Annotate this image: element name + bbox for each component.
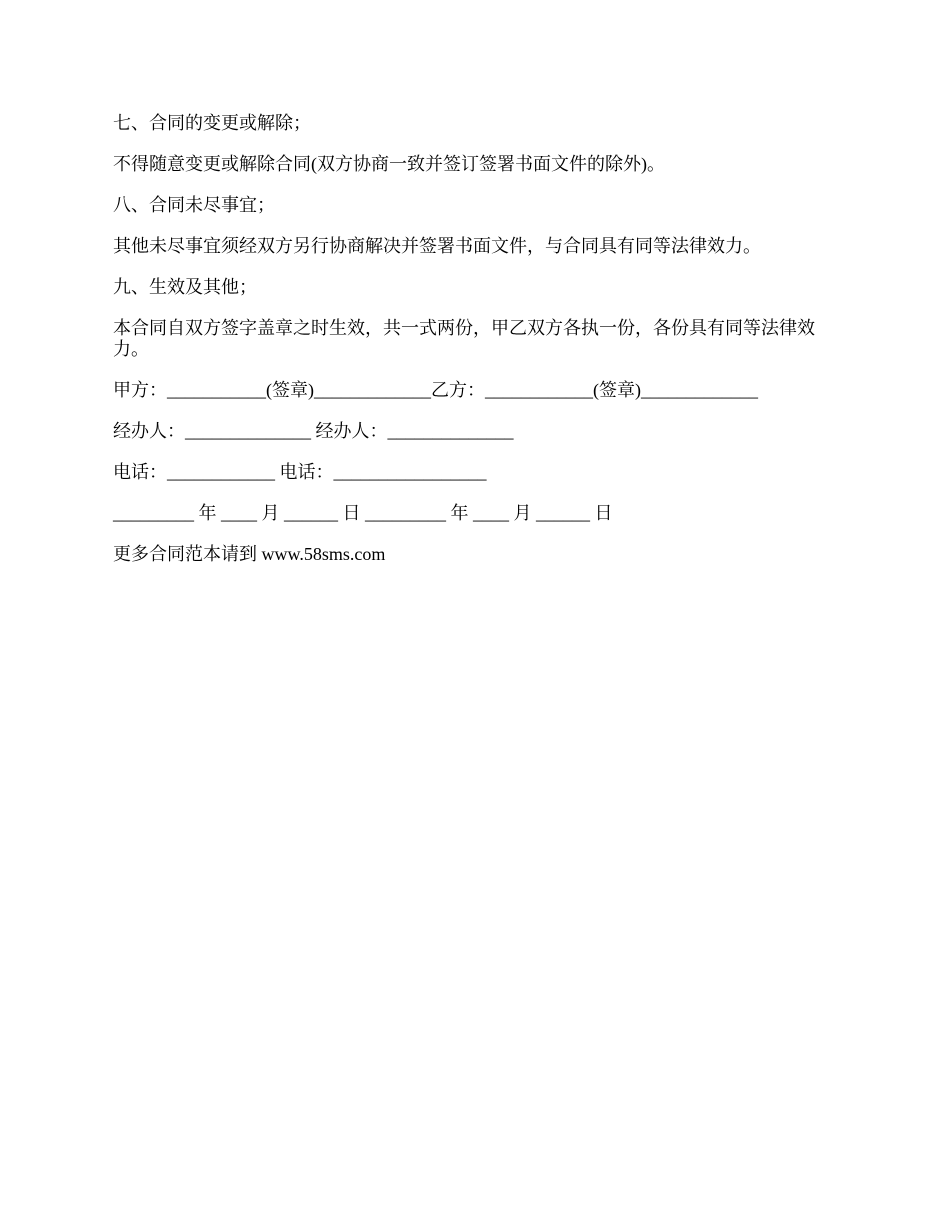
clause-unresolved-matters: 其他未尽事宜须经双方另行协商解决并签署书面文件，与合同具有同等法律效力。 [113,236,761,256]
clause-effect-other-line-1: 本合同自双方签字盖章之时生效，共一式两份，甲乙双方各执一份，各份具有同等法律效 [113,318,815,338]
date-line: _________ 年 ____ 月 ______ 日 _________ 年 ____ 月 ______ 日 [113,503,613,523]
clause-change-termination: 不得随意变更或解除合同(双方协商一致并签订签署书面文件的除外)。 [113,154,665,174]
footer-website-line: 更多合同范本请到 www.58sms.com [113,544,386,564]
document-body [113,113,841,585]
section-heading-change-termination: 七、合同的变更或解除； [113,113,311,133]
section-heading-unresolved-matters: 八、合同未尽事宜； [113,195,275,215]
clause-effect-other-line-2: 力。 [113,339,149,359]
handler-line: 经办人：______________ 经办人：______________ [113,421,514,441]
phone-line: 电话：____________ 电话：_________________ [113,462,487,482]
clause-effect-other [113,318,841,360]
signature-line: 甲方：___________(签章)_____________乙方：____________(签章)_____________ [113,380,758,400]
section-heading-effect-other: 九、生效及其他； [113,277,257,297]
